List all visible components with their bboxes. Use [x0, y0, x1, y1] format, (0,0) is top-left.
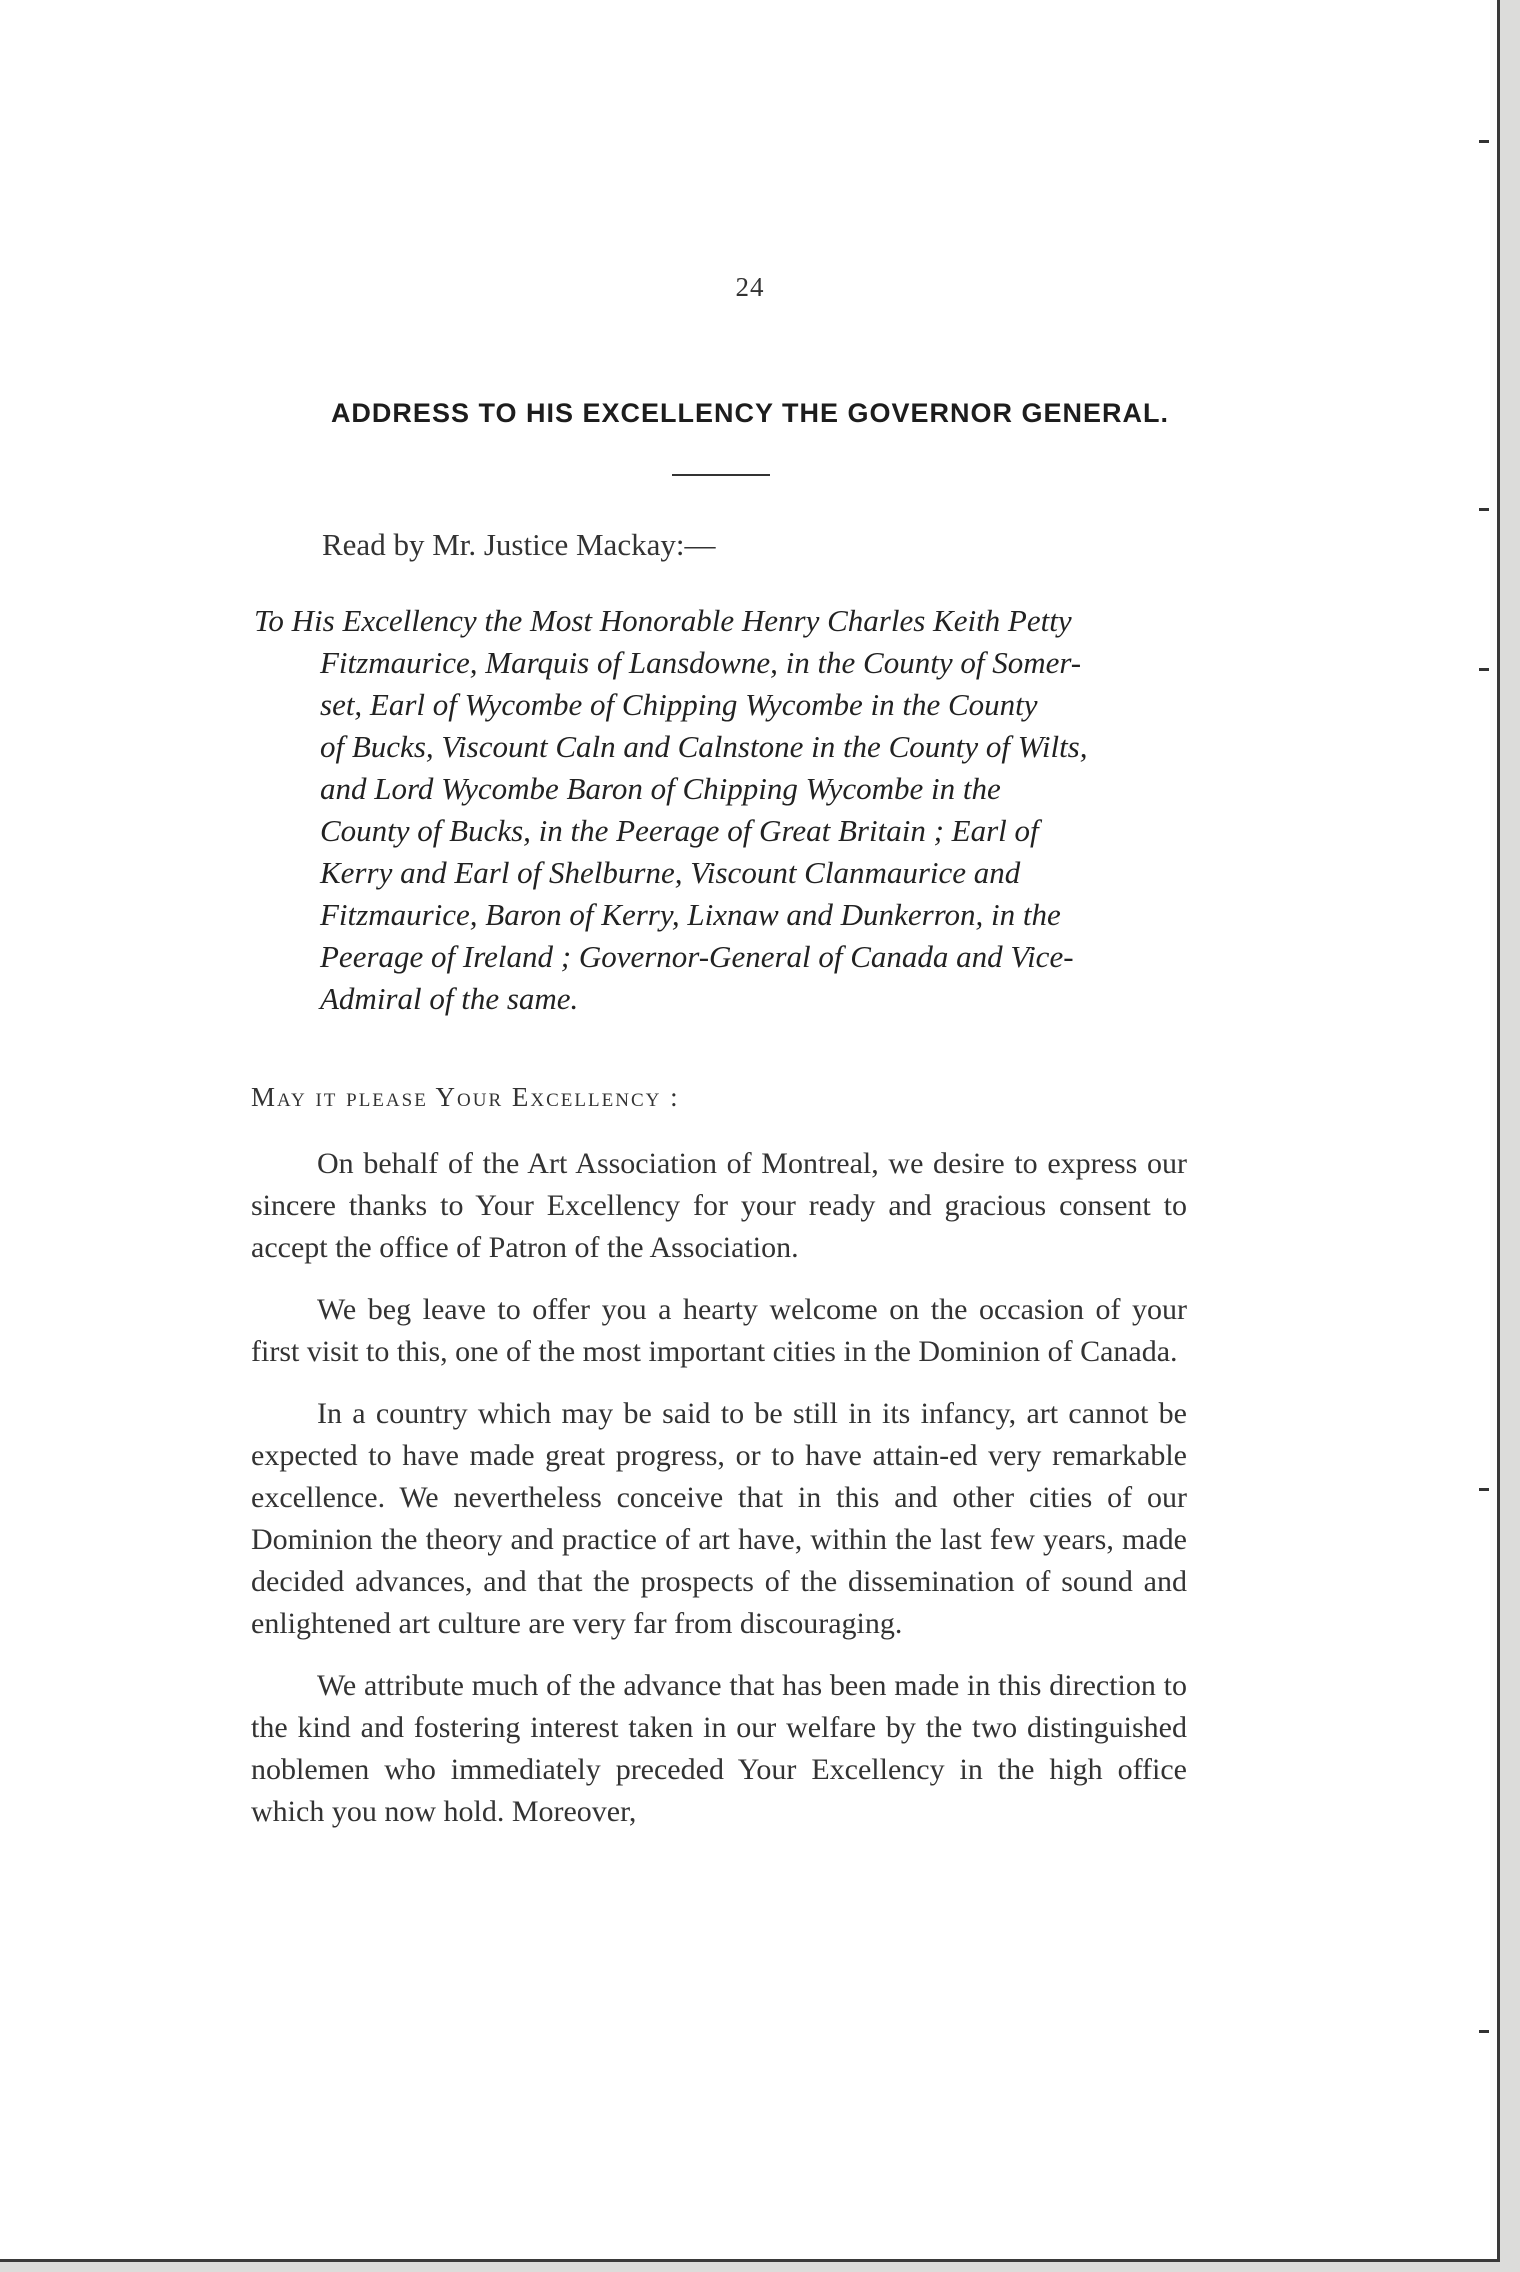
paragraph: We beg leave to offer you a hearty welcome on the occasion of your first visit to this, one of the most important cities in the Dominion of Canada. [251, 1293, 1187, 1368]
title-divider [672, 474, 770, 476]
paragraph: We attribute much of the advance that has been made in this direction to the kind and fostering interest taken in our welfare by the two distinguished noblemen who immediately preceded Your Excellency in the high office which you now hold. Moreover, [251, 1669, 1187, 1828]
addressee-line: and Lord Wycombe Baron of Chipping Wycombe in the [320, 771, 1001, 806]
addressee-line: To His Excellency the Most Honorable Henry Charles Keith Petty [254, 603, 1072, 638]
salutation: May it please Your Excellency : [251, 1082, 680, 1112]
addressee-line: Peerage of Ireland ; Governor-General of Canada and Vice- [320, 939, 1074, 974]
page-number: 24 [735, 272, 765, 302]
addressee-line: County of Bucks, in the Peerage of Great Britain ; Earl of [320, 813, 1039, 848]
page-edge-marks [1477, 0, 1491, 2262]
addressee-line: of Bucks, Viscount Caln and Calnstone in the County of Wilts, [320, 729, 1088, 764]
read-by-line: Read by Mr. Justice Mackay:— [322, 527, 716, 562]
body-text [251, 1143, 1187, 1833]
addressee-line: Fitzmaurice, Baron of Kerry, Lixnaw and Dunkerron, in the [320, 897, 1061, 932]
addressee-line: set, Earl of Wycombe of Chipping Wycombe in the County [320, 687, 1038, 722]
page-title: ADDRESS TO HIS EXCELLENCY THE GOVERNOR GENERAL. [330, 398, 1170, 428]
addressee-line: Admiral of the same. [320, 981, 579, 1016]
addressee-line: Kerry and Earl of Shelburne, Viscount Clanmaurice and [320, 855, 1021, 890]
addressee-block [254, 600, 1189, 1020]
addressee-line: Fitzmaurice, Marquis of Lansdowne, in the County of Somer- [320, 645, 1082, 680]
paragraph: In a country which may be said to be still in its infancy, art cannot be expected to have made great progress, or to have attain-ed very remarkable excellence. We nevertheless conceive that in this and other cities of our Dominion the theory and practice of art have, within the last few years, made decided advances, and that the prospects of the dissemination of sound and enlightened art culture are very far from discouraging. [251, 1397, 1187, 1640]
paragraph: On behalf of the Art Association of Montreal, we desire to express our sincere thanks to Your Excellency for your ready and gracious consent to accept the office of Patron of the Association. [251, 1147, 1187, 1264]
